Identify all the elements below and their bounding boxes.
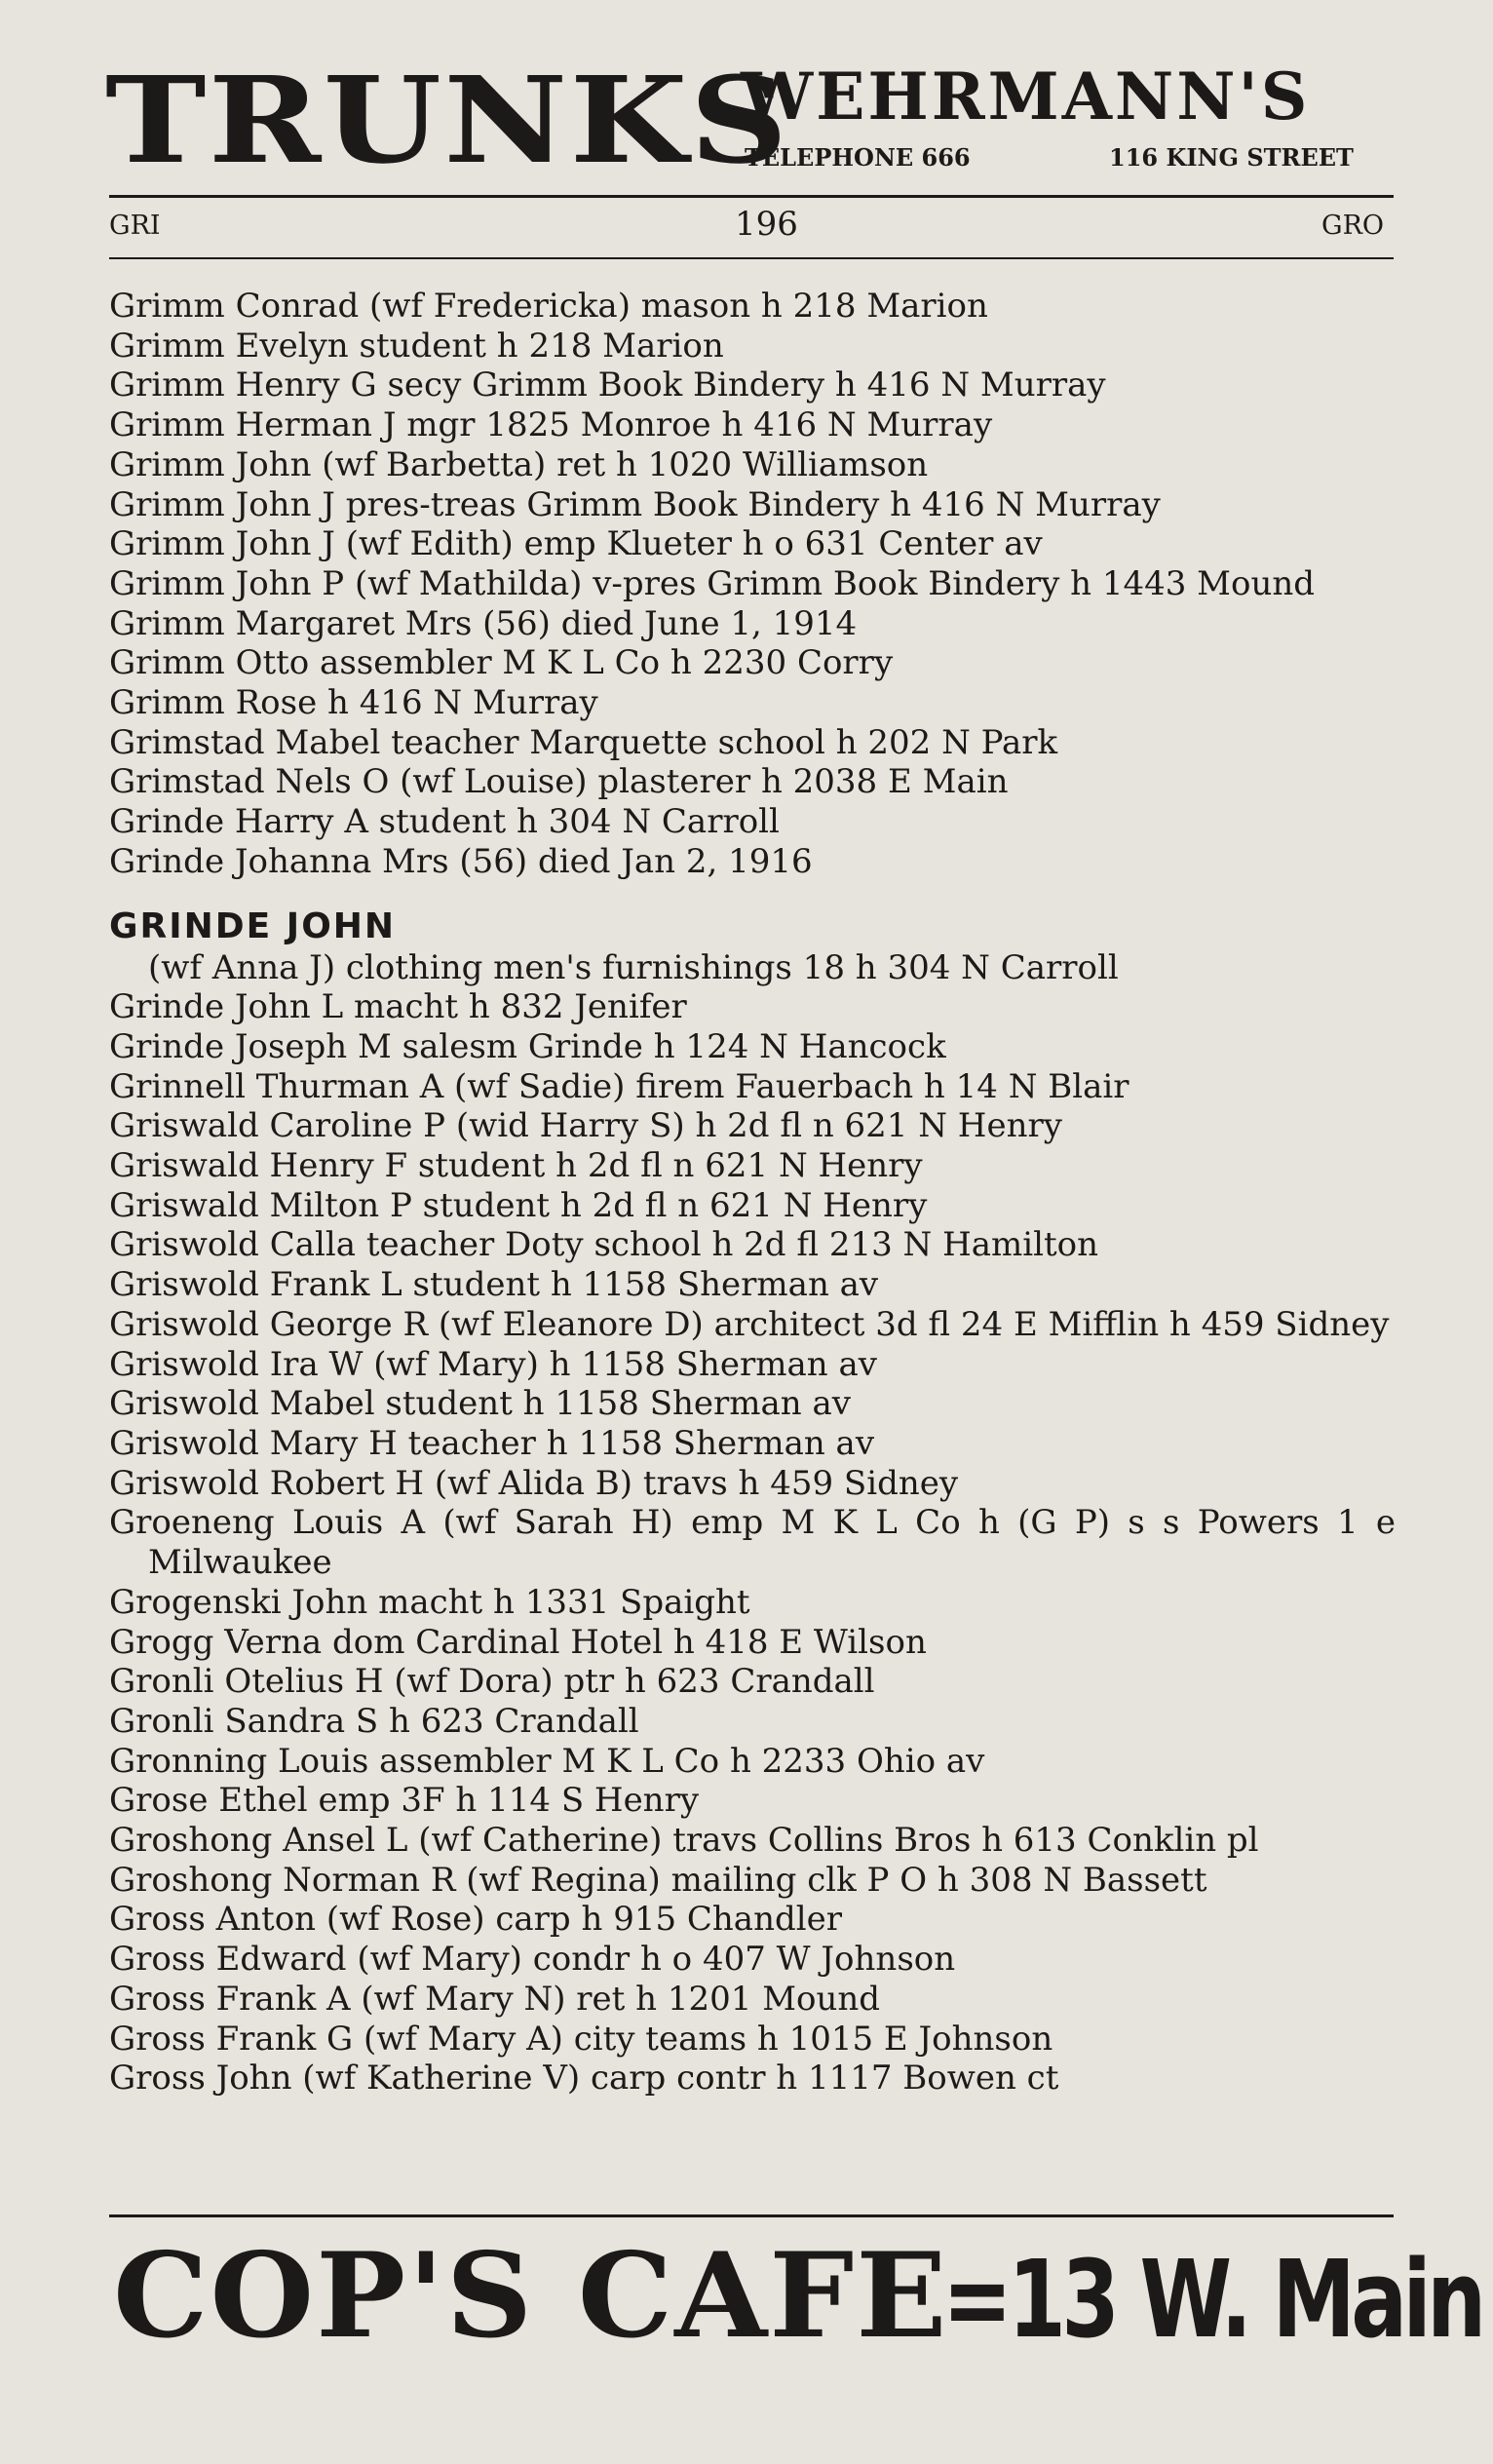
listing-entry: Grinde Harry A student h 304 N Carroll — [109, 802, 780, 842]
listing-entry: Groeneng Louis A (wf Sarah H) emp M K L Co h (G P) s s Powers 1 e Milwaukee — [109, 1503, 1396, 1583]
listing-entry: Griswold Ira W (wf Mary) h 1158 Sherman av — [109, 1344, 877, 1384]
listing-entry: Griswold Calla teacher Doty school h 2d fl 213 N Hamilton — [109, 1225, 1099, 1265]
listing-entry: Griswald Henry F student h 2d fl n 621 N Henry — [109, 1146, 923, 1186]
listing-entry: Grimm John J (wf Edith) emp Klueter h o 631 Center av — [109, 524, 1043, 564]
listing-entry: Gronli Sandra S h 623 Crandall — [109, 1701, 639, 1741]
listing-entry: Grimm Margaret Mrs (56) died June 1, 1914 — [109, 603, 858, 643]
listing-entry: Griswold Frank L student h 1158 Sherman av — [109, 1265, 879, 1305]
listing-entry: Grimm Herman J mgr 1825 Monroe h 416 N Murray — [109, 405, 993, 445]
header-ad-telephone: TELEPHONE 666 — [745, 143, 971, 172]
listing-entry: Grinnell Thurman A (wf Sadie) firem Fauerbach h 14 N Blair — [109, 1066, 1129, 1106]
listing-entry: Grose Ethel emp 3F h 114 S Henry — [109, 1781, 700, 1821]
listing-entry: Groshong Norman R (wf Regina) mailing clk P O h 308 N Bassett — [109, 1860, 1207, 1900]
guide-word-right: GRO — [1321, 211, 1385, 241]
listing-entry: Gronli Otelius H (wf Dora) ptr h 623 Crandall — [109, 1662, 875, 1702]
listing-entry: Grimstad Nels O (wf Louise) plasterer h 2038 E Main — [109, 762, 1009, 802]
page-number: 196 — [735, 205, 798, 244]
listing-entry: Griswald Milton P student h 2d fl n 621 N Henry — [109, 1185, 928, 1225]
listing-entry: Gross John (wf Katherine V) carp contr h 1117 Bowen ct — [109, 2059, 1059, 2098]
listing-entry: Grimstad Mabel teacher Marquette school h 202 N Park — [109, 722, 1058, 762]
listing-entry: Grimm Rose h 416 N Murray — [109, 683, 598, 723]
listing-entry: Gronning Louis assembler M K L Co h 2233 Ohio av — [109, 1741, 985, 1781]
listing-entry: Griswald Caroline P (wid Harry S) h 2d fl n 621 N Henry — [109, 1106, 1062, 1146]
listing-entry: Griswold Mary H teacher h 1158 Sherman av — [109, 1423, 875, 1463]
bold-listing-name: GRINDE JOHN — [109, 905, 397, 946]
listing-entry: Griswold Mabel student h 1158 Sherman av — [109, 1384, 851, 1424]
listing-entry: Grinde John L macht h 832 Jenifer — [109, 987, 687, 1027]
footer-ad — [113, 2227, 1493, 2365]
listing-entry: Grinde Johanna Mrs (56) died Jan 2, 1916 — [109, 841, 813, 881]
listing-entry: Gross Anton (wf Rose) carp h 915 Chandler — [109, 1900, 842, 1940]
header-divider — [109, 195, 1394, 198]
listing-entry: Gross Edward (wf Mary) condr h o 407 W Johnson — [109, 1940, 956, 1980]
listing-entry: Grimm Evelyn student h 218 Marion — [109, 326, 724, 366]
listing-entry: Gross Frank A (wf Mary N) ret h 1201 Mound — [109, 1979, 881, 2019]
listing-entry: Grimm John P (wf Mathilda) v-pres Grimm Book Bindery h 1443 Mound — [109, 563, 1316, 603]
listing-entry: Grimm John (wf Barbetta) ret h 1020 Williamson — [109, 444, 929, 484]
bold-listing-detail: (wf Anna J) clothing men's furnishings 18 h 304 N Carroll — [148, 947, 1119, 987]
header-ad-company: WEHRMANN'S — [741, 58, 1311, 135]
listing-entry: Grinde Joseph M salesm Grinde h 124 N Hancock — [109, 1026, 946, 1066]
running-head-divider — [109, 257, 1394, 259]
header-ad-trunks: TRUNKS — [105, 50, 790, 190]
listing-entry: Gross Frank G (wf Mary A) city teams h 1015 E Johnson — [109, 2019, 1053, 2059]
listing-entry: Griswold Robert H (wf Alida B) travs h 459 Sidney — [109, 1463, 959, 1503]
listing-entry: Grimm Henry G secy Grimm Book Bindery h 416 N Murray — [109, 366, 1106, 405]
listing-entry: Grogenski John macht h 1331 Spaight — [109, 1582, 750, 1622]
guide-word-left: GRI — [109, 211, 161, 241]
listing-entry: Grimm Conrad (wf Fredericka) mason h 218 Marion — [109, 287, 988, 326]
listing-entry: Groshong Ansel L (wf Catherine) travs Collins Bros h 613 Conklin pl — [109, 1821, 1259, 1861]
listing-entry: Griswold George R (wf Eleanore D) architect 3d fl 24 E Mifflin h 459 Sidney — [109, 1304, 1390, 1344]
directory-listings — [109, 287, 1396, 2098]
listing-entry: Grimm Otto assembler M K L Co h 2230 Corry — [109, 643, 894, 683]
footer-ad-name: COP'S CAFE — [113, 2227, 949, 2365]
listing-entry: Grimm John J pres-treas Grimm Book Bindery h 416 N Murray — [109, 484, 1161, 524]
footer-divider — [109, 2214, 1394, 2217]
listing-entry: Grogg Verna dom Cardinal Hotel h 418 E Wilson — [109, 1622, 927, 1662]
header-ad-address: 116 KING STREET — [1109, 143, 1354, 172]
footer-ad-address: =13 W. Main — [941, 2237, 1482, 2362]
